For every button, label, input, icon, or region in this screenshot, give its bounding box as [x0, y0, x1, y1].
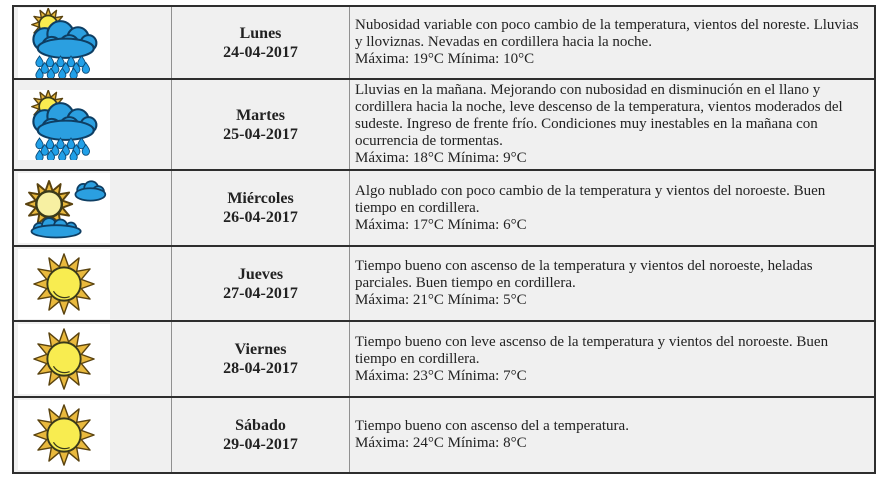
forecast-text: Tiempo bueno con ascenso de la temperatura y vientos del noroeste, heladas parciales. Buen tiempo en cordillera. — [355, 258, 813, 291]
day-cell — [171, 80, 349, 169]
table-row — [14, 398, 874, 472]
weather-icon-image — [18, 173, 110, 243]
sun-clouds-icon — [20, 176, 108, 241]
forecast-text: Lluvias en la mañana. Mejorando con nubosidad en disminución en el llano y cordillera hacia la noche, leve descenso de la temperatura, vientos moderados del sudeste. Ingreso de frente frío. Condiciones muy inestables en la mañana con ocurrencia de tormentas. — [355, 82, 843, 149]
day-name: Viernes — [234, 341, 287, 358]
day-date: 29-04-2017 — [223, 436, 298, 453]
day-cell — [171, 7, 349, 78]
weather-icon-cell — [14, 322, 171, 396]
weather-icon-cell — [14, 80, 171, 169]
sun-icon — [32, 252, 96, 316]
forecast-text: Tiempo bueno con ascenso del a temperatura. — [355, 418, 629, 434]
day-date: 27-04-2017 — [223, 284, 298, 302]
forecast-cell — [349, 398, 874, 472]
forecast-cell — [349, 322, 874, 396]
day-name: Jueves — [237, 265, 284, 283]
day-name: Miércoles — [227, 190, 294, 207]
day-date: 24-04-2017 — [223, 43, 298, 61]
day-cell — [171, 171, 349, 245]
day-cell — [171, 322, 349, 396]
day-date: 26-04-2017 — [223, 209, 298, 226]
weather-icon-image — [18, 8, 110, 78]
day-name: Martes — [236, 106, 285, 124]
sun-rain-cloud-icon — [20, 8, 108, 78]
table-row — [14, 171, 874, 247]
weather-forecast-table — [12, 5, 876, 474]
table-row — [14, 7, 874, 80]
weather-icon-image — [18, 324, 110, 394]
temps-text: Máxima: 19°C Mínima: 10°C — [355, 51, 535, 67]
sun-icon — [32, 327, 96, 391]
day-cell — [171, 247, 349, 320]
day-name: Sábado — [235, 417, 286, 434]
temps-text: Máxima: 21°C Mínima: 5°C — [355, 292, 527, 308]
forecast-text: Algo nublado con poco cambio de la temperatura y vientos del noroeste. Buen tiempo en cordillera. — [355, 182, 826, 216]
weather-icon-image — [18, 400, 110, 470]
forecast-cell — [349, 171, 874, 245]
weather-icon-cell — [14, 247, 171, 320]
temps-text: Máxima: 17°C Mínima: 6°C — [355, 216, 527, 233]
forecast-text: Nubosidad variable con poco cambio de la temperatura, vientos del noreste. Lluvias y lloviznas. Nevadas en cordillera hacia la noche. — [355, 17, 859, 50]
temps-text: Máxima: 23°C Mínima: 7°C — [355, 367, 527, 384]
sun-rain-cloud-icon — [20, 90, 108, 160]
day-date: 25-04-2017 — [223, 125, 298, 143]
temps-text: Máxima: 18°C Mínima: 9°C — [355, 150, 527, 166]
weather-icon-cell — [14, 7, 171, 78]
weather-icon-cell — [14, 171, 171, 245]
day-name: Lunes — [239, 24, 282, 42]
weather-icon-image — [18, 249, 110, 319]
weather-icon-cell — [14, 398, 171, 472]
table-row — [14, 247, 874, 322]
forecast-cell — [349, 247, 874, 320]
table-row — [14, 80, 874, 171]
weather-icon-image — [18, 90, 110, 160]
day-date: 28-04-2017 — [223, 360, 298, 377]
temps-text: Máxima: 24°C Mínima: 8°C — [355, 435, 527, 451]
day-cell — [171, 398, 349, 472]
forecast-text: Tiempo bueno con leve ascenso de la temperatura y vientos del noroeste. Buen tiempo en cordillera. — [355, 333, 829, 367]
sun-icon — [32, 403, 96, 467]
table-row — [14, 322, 874, 398]
forecast-cell — [349, 80, 874, 169]
forecast-cell — [349, 7, 874, 78]
